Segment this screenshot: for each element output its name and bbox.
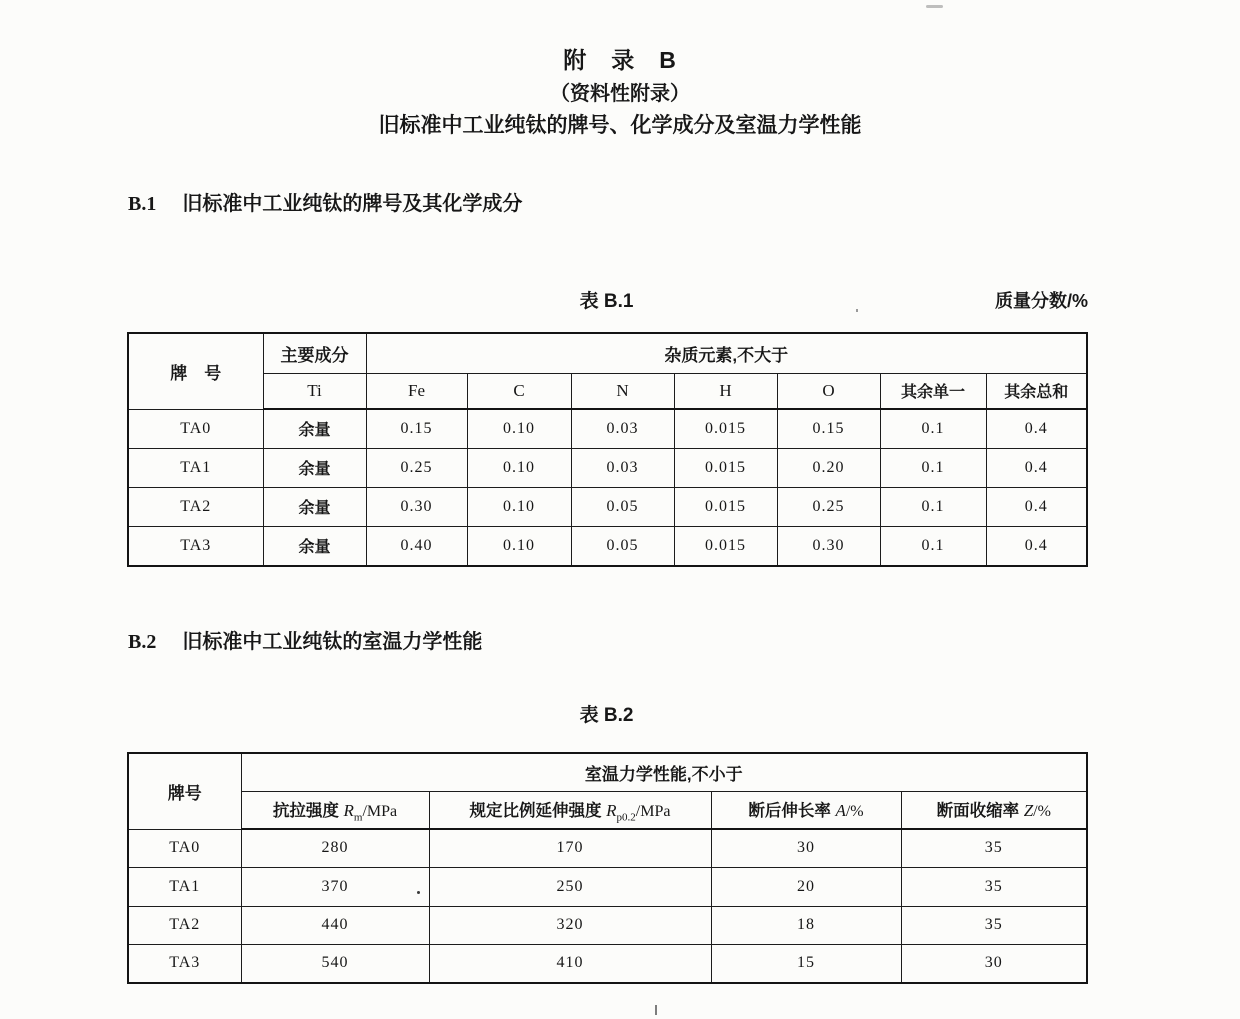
table-cell: 余量 — [263, 409, 366, 448]
scan-artifact — [417, 891, 420, 894]
table-cell: 0.40 — [366, 526, 467, 566]
table-cell: 0.15 — [366, 409, 467, 448]
table-cell: 0.4 — [986, 409, 1087, 448]
table-cell: 280 — [241, 829, 429, 867]
table-row — [128, 829, 1087, 867]
table-cell: 0.015 — [674, 487, 777, 526]
b1-subheader-fe: Fe — [366, 373, 467, 409]
table-cell: 0.25 — [366, 448, 467, 487]
table-row — [128, 906, 1087, 944]
scan-artifact — [655, 1005, 657, 1015]
section-number: B.2 — [128, 631, 157, 653]
table-cell: 0.30 — [366, 487, 467, 526]
table-cell: 250 — [429, 867, 711, 906]
table-cell: 370 — [241, 867, 429, 906]
table-cell: 35 — [901, 867, 1087, 906]
b1-subheader-other-single: 其余单一 — [880, 373, 986, 409]
b1-header-grade: 牌 号 — [128, 333, 263, 409]
b2-subheader-proof-strength: 规定比例延伸强度 $R_{p0.2}$/MPa — [429, 791, 711, 829]
table-row — [128, 409, 1087, 448]
table-cell: 410 — [429, 944, 711, 983]
table-cell: 0.015 — [674, 448, 777, 487]
table-cell: 35 — [901, 829, 1087, 867]
table-cell: 0.015 — [674, 526, 777, 566]
appendix-subtitle: （资料性附录） — [550, 83, 690, 105]
b1-subheader-h: H — [674, 373, 777, 409]
grade-cell: TA1 — [128, 448, 263, 487]
grade-cell: TA0 — [128, 829, 241, 867]
table-cell: 0.05 — [571, 526, 674, 566]
table-cell: 0.30 — [777, 526, 880, 566]
table-cell: 320 — [429, 906, 711, 944]
table-cell: 0.4 — [986, 526, 1087, 566]
b2-subheader-tensile-strength: 抗拉强度 $R_m$/MPa — [241, 791, 429, 829]
table-cell: 0.03 — [571, 448, 674, 487]
b2-subheader-elongation: 断后伸长率 A/% — [711, 791, 901, 829]
table-row — [128, 448, 1087, 487]
table-row — [128, 944, 1087, 983]
table-cell: 0.1 — [880, 487, 986, 526]
table-cell: 0.05 — [571, 487, 674, 526]
grade-cell: TA3 — [128, 526, 263, 566]
b1-header-impurity-group: 杂质元素,不大于 — [366, 333, 1087, 373]
table-cell: 0.4 — [986, 448, 1087, 487]
grade-cell: TA3 — [128, 944, 241, 983]
b1-header-main-component: 主要成分 — [263, 333, 366, 373]
table-cell: 0.20 — [777, 448, 880, 487]
b1-subheader-n: N — [571, 373, 674, 409]
b2-header-group: 室温力学性能,不小于 — [241, 753, 1087, 791]
table-cell: 15 — [711, 944, 901, 983]
grade-cell: TA2 — [128, 487, 263, 526]
table-cell: 余量 — [263, 526, 366, 566]
section-heading-b2 — [128, 625, 482, 654]
b1-subheader-other-total: 其余总和 — [986, 373, 1087, 409]
table-cell: 0.03 — [571, 409, 674, 448]
grade-cell: TA1 — [128, 867, 241, 906]
b1-subheader-o: O — [777, 373, 880, 409]
section-title: 旧标准中工业纯钛的室温力学性能 — [182, 631, 483, 653]
b1-subheader-c: C — [467, 373, 571, 409]
table-b1-caption: 表 B.1 — [579, 291, 634, 312]
table-cell: 0.15 — [777, 409, 880, 448]
table-cell: 0.10 — [467, 448, 571, 487]
table-row — [128, 526, 1087, 566]
table-b2 — [127, 752, 1088, 984]
table-cell: 0.1 — [880, 409, 986, 448]
scan-artifact — [926, 5, 943, 8]
table-b1 — [127, 332, 1088, 567]
appendix-title: 附 录 B — [563, 47, 677, 73]
table-cell: 0.10 — [467, 487, 571, 526]
section-heading-b1 — [128, 187, 522, 216]
section-number: B.1 — [128, 193, 157, 215]
grade-cell: TA0 — [128, 409, 263, 448]
table-cell: 0.015 — [674, 409, 777, 448]
table-cell: 0.25 — [777, 487, 880, 526]
table-cell: 0.10 — [467, 409, 571, 448]
table-row — [128, 867, 1087, 906]
table-cell: 170 — [429, 829, 711, 867]
table-cell: 35 — [901, 906, 1087, 944]
table-cell: 0.1 — [880, 448, 986, 487]
b1-subheader-ti: Ti — [263, 373, 366, 409]
scan-artifact — [856, 309, 858, 312]
b2-subheader-reduction-of-area: 断面收缩率 Z/% — [901, 791, 1087, 829]
table-cell: 0.10 — [467, 526, 571, 566]
table-cell: 0.1 — [880, 526, 986, 566]
b2-header-grade: 牌号 — [128, 753, 241, 829]
appendix-heading: 旧标准中工业纯钛的牌号、化学成分及室温力学性能 — [378, 114, 862, 137]
table-cell: 540 — [241, 944, 429, 983]
table-cell: 20 — [711, 867, 901, 906]
table-b2-caption: 表 B.2 — [579, 705, 634, 726]
table-cell: 18 — [711, 906, 901, 944]
table-cell: 30 — [901, 944, 1087, 983]
table-cell: 0.4 — [986, 487, 1087, 526]
grade-cell: TA2 — [128, 906, 241, 944]
table-cell: 30 — [711, 829, 901, 867]
section-title: 旧标准中工业纯钛的牌号及其化学成分 — [182, 193, 523, 215]
table-row — [128, 487, 1087, 526]
table-cell: 440 — [241, 906, 429, 944]
table-b1-unit-note: 质量分数/% — [994, 291, 1088, 311]
table-cell: 余量 — [263, 487, 366, 526]
table-cell: 余量 — [263, 448, 366, 487]
